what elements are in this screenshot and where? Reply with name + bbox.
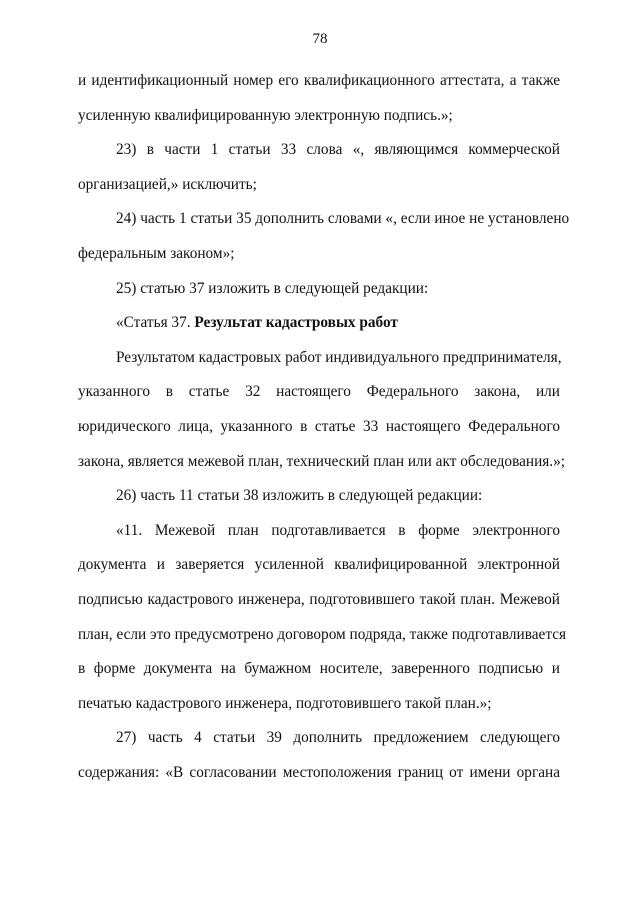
line-text: содержания: «В согласовании местоположения границ от имени органа [78,763,560,781]
text-line [78,652,560,687]
text-line [78,445,566,480]
text-line [78,341,560,376]
line-text: «Статья 37. [116,314,195,332]
text-line [78,99,560,134]
text-line [78,306,560,341]
text-line [78,514,560,549]
line-text: «11. Межевой план подготавливается в форме электронного [116,521,560,539]
line-text: в форме документа на бумажном носителе, заверенного подписью и [78,660,560,678]
line-text: федеральным законом»; [78,244,235,262]
line-text: 24) часть 1 статьи 35 дополнить словами «, если иное не установлено [116,210,570,228]
document-body [78,64,570,790]
line-text: 27) часть 4 статьи 39 дополнить предложением следующего [116,729,560,747]
text-line [78,721,560,756]
text-line [78,756,560,791]
text-line [78,272,560,307]
text-line [78,410,560,445]
line-text: 25) статью 37 изложить в следующей редакции: [116,279,429,297]
line-text: документа и заверяется усиленной квалифицированной электронной [78,556,560,574]
line-text: усиленную квалифицированную электронную подпись.»; [78,106,453,124]
line-text: и идентификационный номер его квалификационного аттестата, а также [78,72,560,89]
line-text: подписью кадастрового инженера, подготовившего такой план. Межевой [78,590,560,608]
line-text: Результатом кадастровых работ индивидуального предпринимателя, [116,348,562,366]
text-line [78,375,560,410]
text-line [78,548,560,583]
line-text: закона, является межевой план, технический план или акт обследования.»; [78,452,566,470]
text-line [78,133,560,168]
line-text: план, если это предусмотрено договором подряда, также подготавливается [78,625,567,643]
text-line [78,168,560,203]
text-line [78,583,560,618]
page-number: 78 [312,31,328,47]
line-text: 23) в части 1 статьи 33 слова «, являющимся коммерческой [116,141,560,159]
line-text: юридического лица, указанного в статье 33 настоящего Федерального [78,417,560,435]
text-line [78,479,560,514]
line-text: организацией,» исключить; [78,175,257,193]
text-line [78,687,560,722]
text-line [78,64,560,99]
line-text: печатью кадастрового инженера, подготовившего такой план.»; [78,694,492,712]
text-line [78,618,567,653]
line-text: 26) часть 11 статьи 38 изложить в следующей редакции: [116,487,483,505]
article-heading-bold: Результат кадастровых работ [194,314,398,332]
text-line [78,237,560,272]
text-line [78,202,570,237]
line-text: указанного в статье 32 настоящего Федерального закона, или [78,383,560,401]
